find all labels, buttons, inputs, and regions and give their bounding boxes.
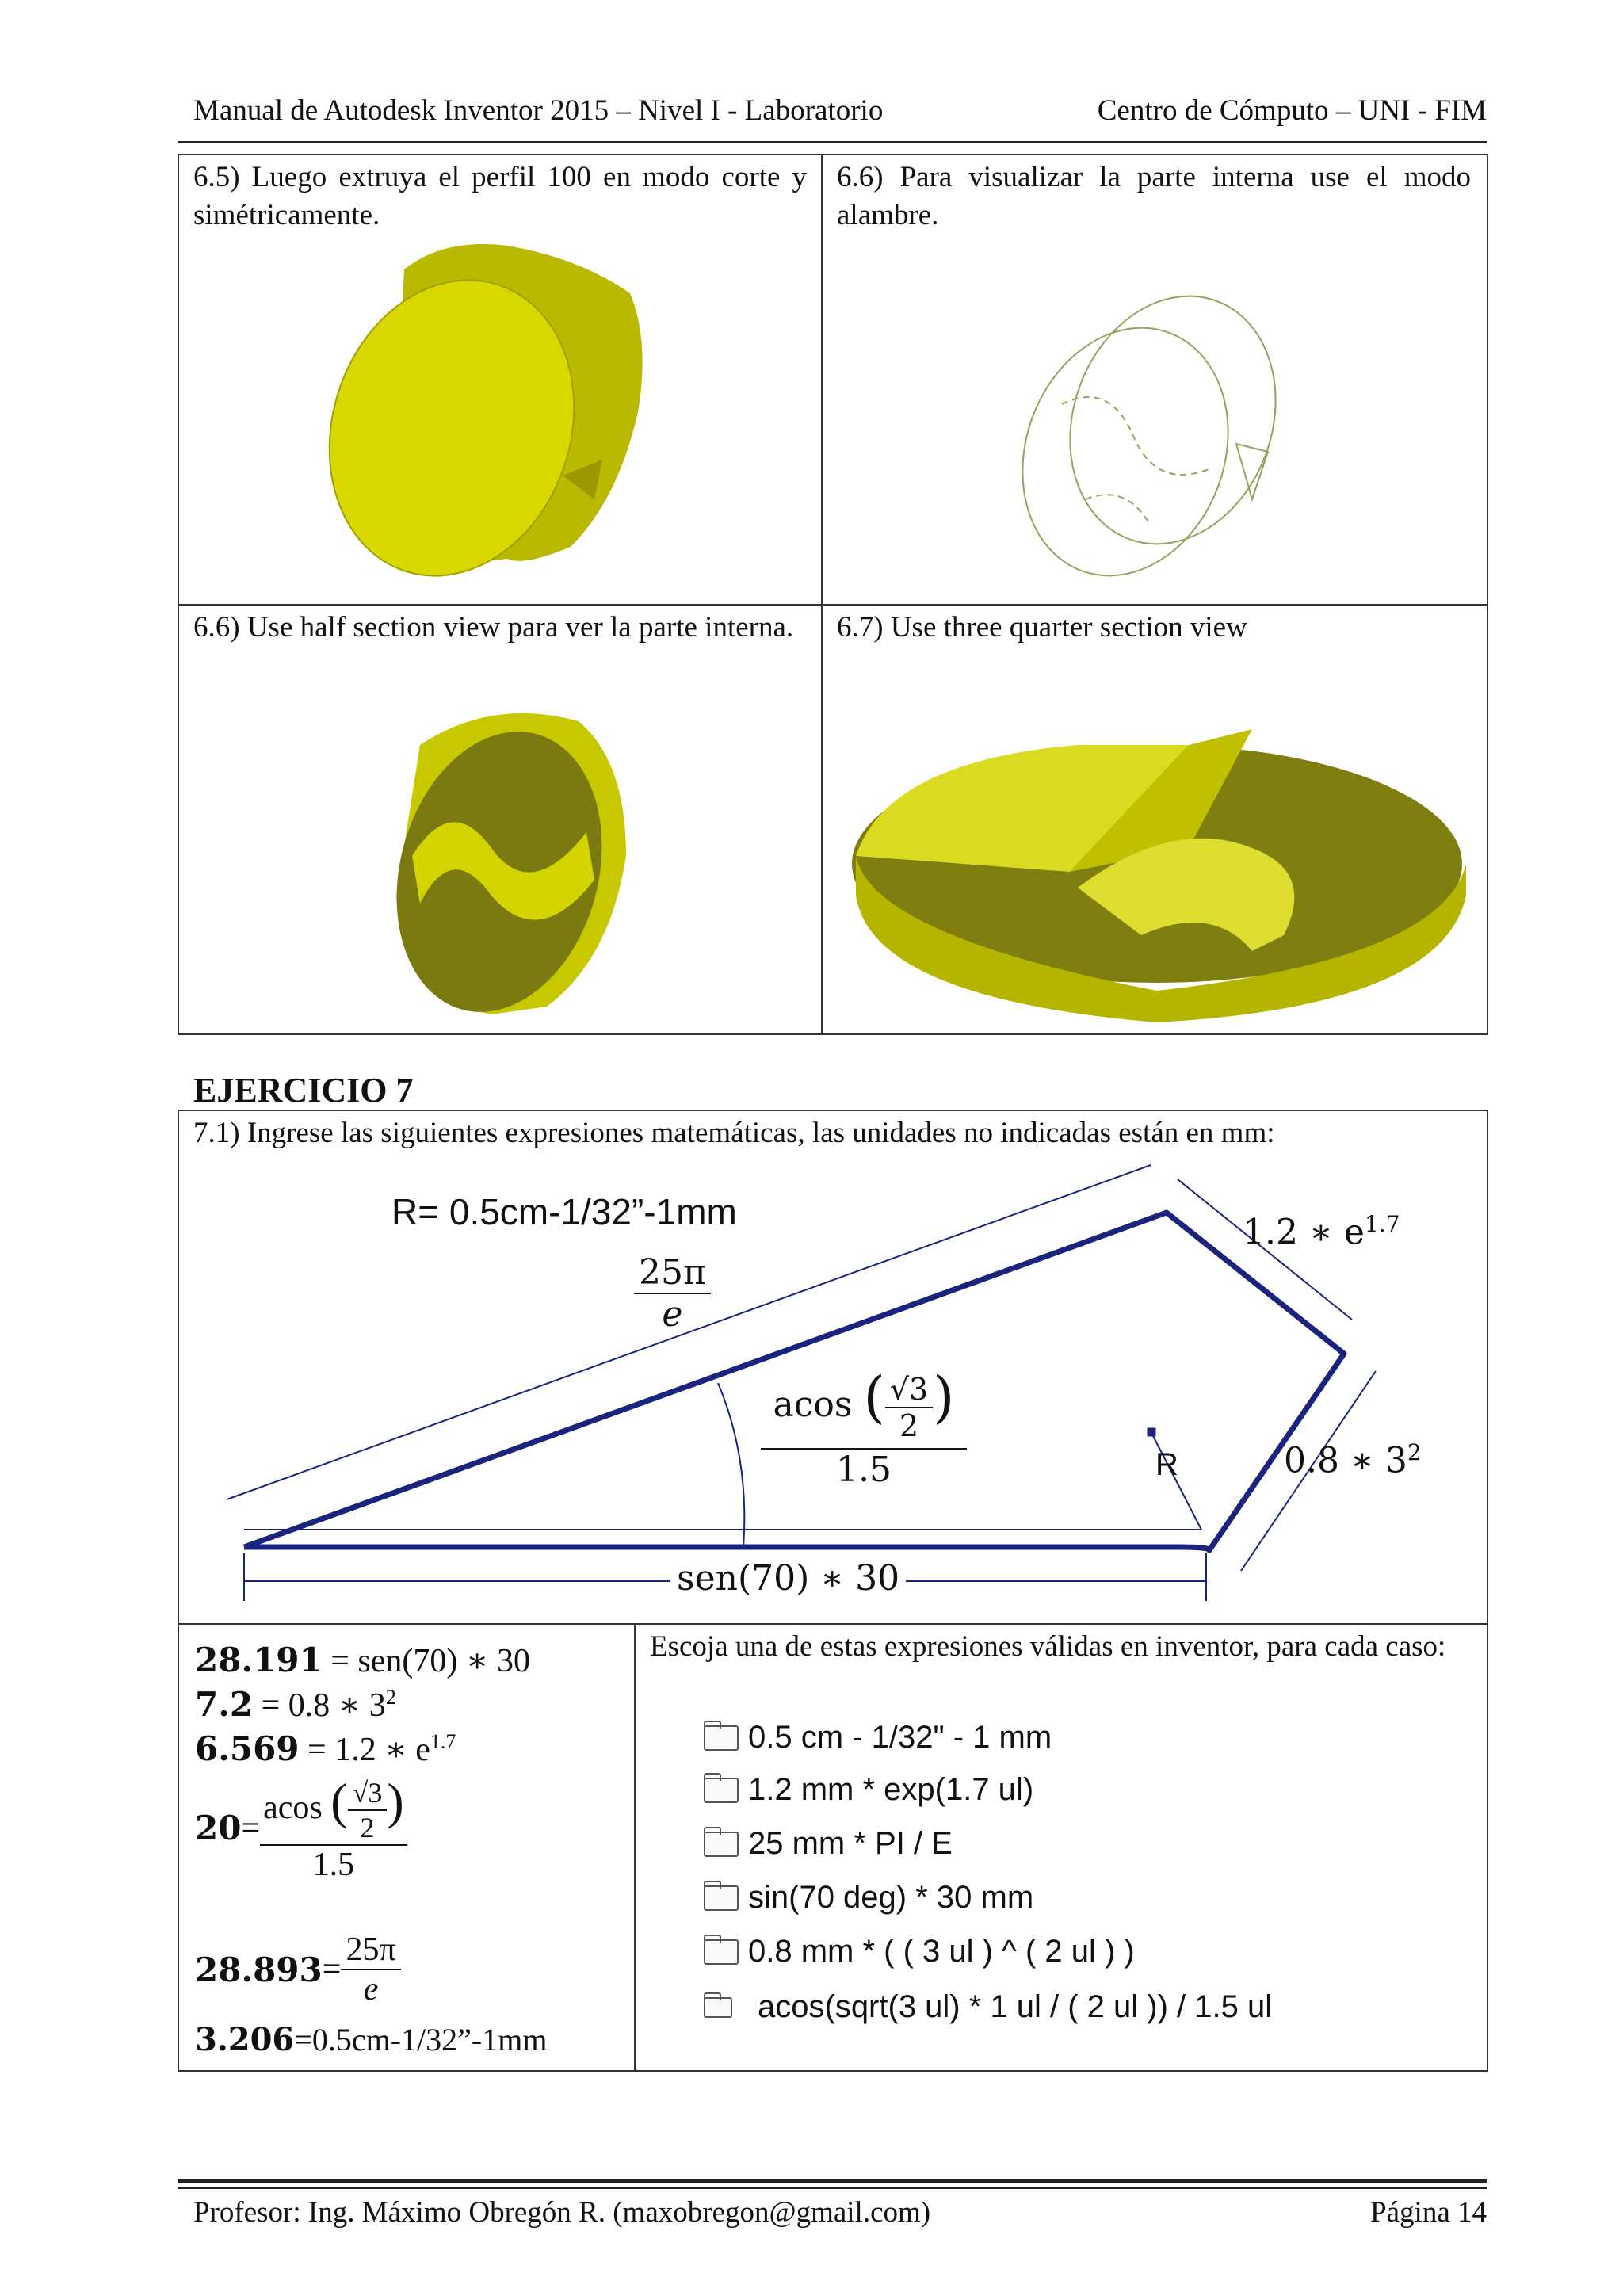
wireframe-disc-image (1006, 285, 1308, 586)
sketch-slant-num: 25π (634, 1252, 711, 1294)
option-6[interactable]: acos(sqrt(3 ul) * 1 ul / ( 2 ul )) / 1.5 ul (704, 1989, 1272, 2025)
option-5[interactable]: 0.8 mm * ( ( 3 ul ) ^ ( 2 ul ) ) (704, 1934, 1135, 1969)
exercise-title: EJERCICIO 7 (193, 1071, 414, 1110)
option-4[interactable]: sin(70 deg) * 30 mm (704, 1880, 1033, 1916)
sketch-angle-root: 3 (908, 1371, 929, 1407)
option-2[interactable]: 1.2 mm * exp(1.7 ul) (704, 1772, 1033, 1808)
result-row-2: 7.2 = 0.8 ∗ $3^2$ (195, 1685, 396, 1724)
step-6-6-half-text: 6.6) Use half section view para ver la parte interna. (193, 611, 794, 644)
folder-icon (704, 1832, 739, 1857)
sketch-angle-inner-den: 2 (899, 1408, 919, 1443)
folder-icon (704, 1778, 739, 1803)
exercise-instruction: 7.1) Ingrese las siguientes expresiones matemáticas, las unidades no indicadas están en mm: (193, 1117, 1275, 1149)
folder-icon (704, 1725, 739, 1751)
sketch-angle-dim: acos ( $\frac{√3}{2}$ ) 1.5 (761, 1365, 967, 1490)
result-row-6: 3.206=0.5cm-1/32”-1mm (195, 2021, 548, 2058)
choose-instruction: Escoja una de estas expresiones válidas en inventor, para cada caso: (650, 1630, 1446, 1663)
footer-page-number: Página 14 (1370, 2196, 1487, 2229)
folder-icon (704, 1939, 739, 1965)
sketch-top-right-dim: 1.2 ∗ $e^{1.7}$ (1243, 1211, 1400, 1253)
footer-rule-thick (178, 2179, 1487, 2183)
footer-professor: Profesor: Ing. Máximo Obregón R. (maxobregon@gmail.com) (193, 2196, 931, 2229)
sketch-r-label: R= 0.5cm-1/32”-1mm (391, 1191, 737, 1232)
result-row-3: 6.569 = 1.2 ∗ $e^{1.7}$ (195, 1729, 456, 1768)
header-org: Centro de Cómputo – UNI - FIM (1097, 94, 1487, 127)
result-row-4: 20 = acos ( $\frac{√3}{2}$ ) 1.5 (195, 1772, 407, 1884)
half-section-image (372, 697, 666, 1022)
folder-icon (704, 1885, 739, 1911)
sketch-angle-den: 1.5 (836, 1449, 892, 1490)
three-quarter-section-image (840, 697, 1474, 1030)
result-row-1: 28.191 = sen(70) ∗ 30 (195, 1641, 530, 1679)
sketch-right-dim: 0.8 ∗ $3^2$ (1284, 1439, 1422, 1481)
sketch-angle-func: acos (773, 1385, 853, 1425)
footer-rule-thin (178, 2187, 1487, 2189)
sketch-base-dim: sen(70) ∗ 30 (670, 1558, 906, 1599)
sketch-radius-mark: R (1155, 1447, 1178, 1482)
step-6-5-text: 6.5) Luego extruya el perfil 100 en modo corte y simétricamente. (193, 161, 807, 231)
option-1[interactable]: 0.5 cm - 1/32" - 1 mm (704, 1720, 1052, 1755)
header-rule (178, 141, 1487, 143)
extruded-disc-image (317, 238, 682, 586)
sketch-slant-den: e (662, 1294, 683, 1335)
result-row-5: 28.893 = $\frac{25\pi}{e}$ (195, 1931, 401, 2008)
option-3[interactable]: 25 mm * PI / E (704, 1826, 953, 1862)
header-title: Manual de Autodesk Inventor 2015 – Nivel I - Laboratorio (193, 94, 884, 127)
step-6-7-text: 6.7) Use three quarter section view (837, 611, 1247, 644)
sketch-slant-dim (634, 1252, 711, 1335)
step-6-6-wire-text: 6.6) Para visualizar la parte interna use el modo alambre. (837, 161, 1471, 231)
folder-icon (704, 1997, 732, 2018)
